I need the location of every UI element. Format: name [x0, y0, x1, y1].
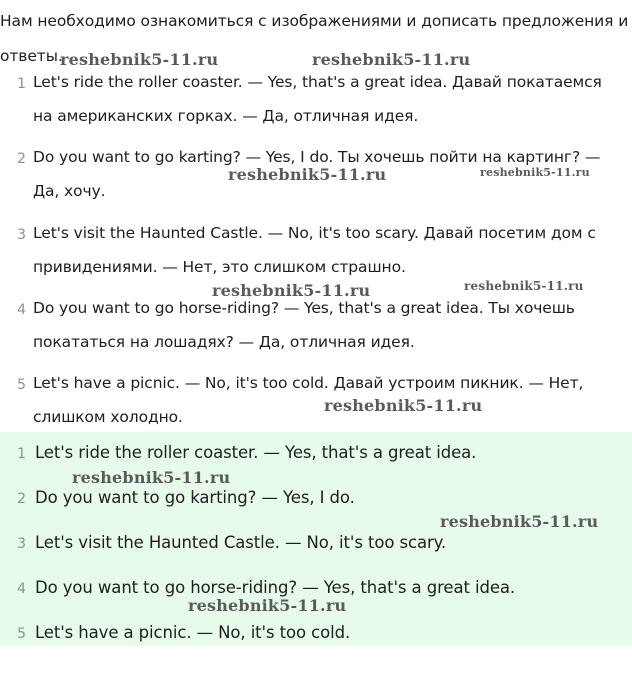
answer-number: 4 [17, 581, 26, 597]
item-number: 5 [17, 377, 26, 393]
answer-number: 2 [17, 491, 26, 507]
answer-text: Do you want to go karting? — Yes, I do. [35, 488, 355, 507]
answer-text: Let's visit the Haunted Castle. — No, it's too scary. [35, 533, 447, 552]
task-instruction: Нам необходимо ознакомиться с изображениями и дописать предложения и ответы. [0, 12, 629, 65]
answer-text: Let's have a picnic. — No, it's too cold. [35, 623, 351, 642]
item-number: 4 [17, 302, 26, 318]
item-text: Do you want to go karting? — Yes, I do. Ты хочешь пойти на картинг? — Да, хочу. [33, 148, 601, 200]
answer-text: Let's ride the roller coaster. — Yes, that's a great idea. [35, 443, 477, 462]
watermark: reshebnik5-11.ru [188, 596, 347, 615]
item-text: Do you want to go horse-riding? — Yes, that's a great idea. Ты хочешь покататься на лошадях? — Да, отличная идея. [33, 299, 575, 351]
item-text: Let's have a picnic. — No, it's too cold. Давай устроим пикник. — Нет, слишком холодно. [33, 374, 584, 426]
answer-number: 3 [17, 536, 26, 552]
watermark: reshebnik5-11.ru [212, 281, 371, 300]
item-number: 3 [17, 227, 26, 243]
answer-number: 1 [17, 446, 26, 462]
watermark: reshebnik5-11.ru [72, 468, 231, 487]
watermark: reshebnik5-11.ru [228, 165, 387, 184]
answer-text: Do you want to go horse-riding? — Yes, that's a great idea. [35, 578, 516, 597]
watermark: reshebnik5-11.ru [480, 166, 590, 179]
watermark: reshebnik5-11.ru [464, 279, 584, 293]
watermark: reshebnik5-11.ru [324, 396, 483, 415]
watermark: reshebnik5-11.ru [440, 512, 599, 531]
item-number: 1 [17, 76, 26, 92]
item-number: 2 [17, 151, 26, 167]
answer-number: 5 [17, 626, 26, 642]
item-text: Let's visit the Haunted Castle. — No, it's too scary. Давай посетим дом с привидениями. — Нет, это слишком страшно. [33, 224, 596, 276]
watermark: reshebnik5-11.ru [312, 50, 471, 69]
item-text: Let's ride the roller coaster. — Yes, that's a great idea. Давай покатаемся на американских горках. — Да, отличная идея. [33, 73, 602, 125]
watermark: reshebnik5-11.ru [60, 50, 219, 69]
